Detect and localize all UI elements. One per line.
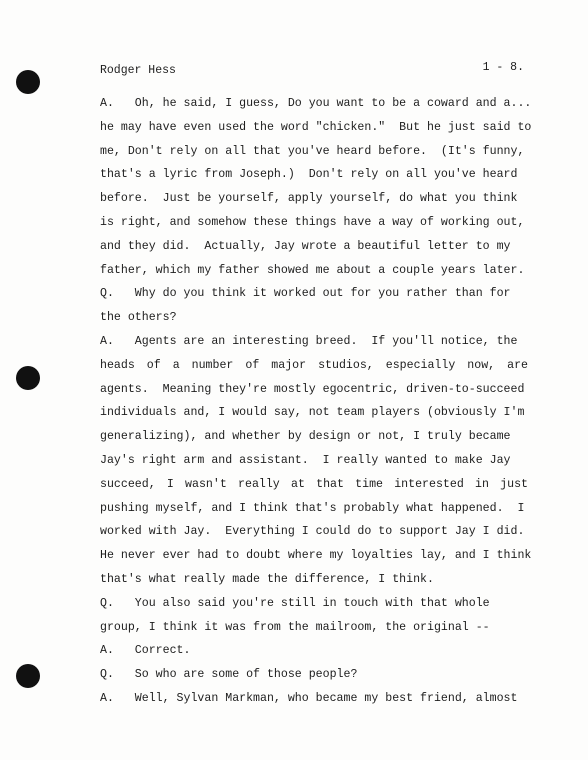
page-header: [100, 61, 524, 80]
transcript-line: is right, and somehow these things have a way of working out,: [100, 215, 525, 229]
transcript-line: A. Agents are an interesting breed. If you'll notice, the: [100, 334, 518, 348]
interviewee-name: Rodger Hess: [100, 64, 176, 77]
transcript-line: A. Well, Sylvan Markman, who became my best friend, almost: [100, 691, 518, 705]
transcript-line: Q. So who are some of those people?: [100, 668, 358, 682]
punch-hole-top: [16, 70, 40, 94]
transcript-line: father, which my father showed me about a couple years later.: [100, 263, 525, 277]
transcript-line: he may have even used the word "chicken." But he just said to: [100, 120, 532, 134]
transcript-line: A. Correct.: [100, 644, 191, 658]
transcript-line: generalizing), and whether by design or not, I truly became: [100, 430, 511, 444]
transcript-line: group, I think it was from the mailroom, the original --: [100, 620, 490, 634]
transcript-line: and they did. Actually, Jay wrote a beautiful letter to my: [100, 239, 511, 253]
transcript-line: Jay's right arm and assistant. I really wanted to make Jay: [100, 453, 511, 467]
transcript-line: He never ever had to doubt where my loyalties lay, and I think: [100, 549, 532, 563]
punch-hole-bottom: [16, 664, 40, 688]
transcript-line: that's a lyric from Joseph.) Don't rely on all you've heard: [100, 168, 518, 182]
transcript-line: A. Oh, he said, I guess, Do you want to be a coward and a...: [100, 97, 532, 110]
transcript-line: agents. Meaning they're mostly egocentric, driven-to-succeed: [100, 382, 525, 396]
transcript-line: the others?: [100, 311, 177, 325]
transcript-line: heads of a number of major studios, especially now, are: [100, 358, 528, 372]
transcript-line: worked with Jay. Everything I could do to support Jay I did.: [100, 525, 525, 539]
transcript-line: Q. You also said you're still in touch with that whole: [100, 596, 490, 610]
transcript-body: [100, 95, 532, 714]
transcript-line: before. Just be yourself, apply yourself, do what you think: [100, 192, 518, 206]
transcript-line: succeed, I wasn't really at that time interested in just: [100, 477, 528, 491]
transcript-line: pushing myself, and I think that's probably what happened. I: [100, 501, 525, 515]
transcript-line: Q. Why do you think it worked out for you rather than for: [100, 287, 511, 301]
transcript-line: me, Don't rely on all that you've heard before. (It's funny,: [100, 144, 525, 158]
transcript-line: individuals and, I would say, not team players (obviously I'm: [100, 406, 525, 420]
transcript-line: that's what really made the difference, I think.: [100, 572, 434, 586]
punch-hole-middle: [16, 366, 40, 390]
page-number: 1 - 8.: [482, 61, 524, 74]
